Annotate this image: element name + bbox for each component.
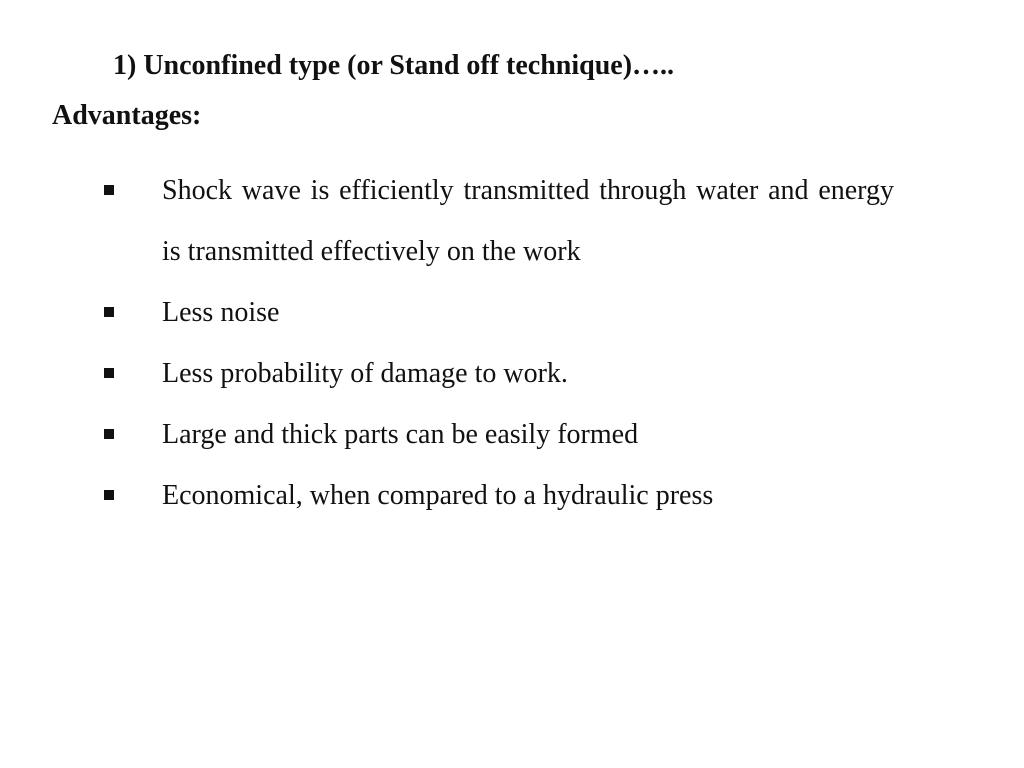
square-bullet-icon — [104, 307, 114, 317]
list-item-text: Shock wave is efficiently transmitted through water and energy is transmitted effectively on the work — [162, 175, 894, 267]
advantages-list — [104, 160, 894, 526]
square-bullet-icon — [104, 490, 114, 500]
square-bullet-icon — [104, 429, 114, 439]
list-item-text: Large and thick parts can be easily formed — [162, 419, 639, 450]
advantages-heading: Advantages: — [52, 100, 202, 131]
square-bullet-icon — [104, 368, 114, 378]
list-item — [104, 404, 894, 465]
square-bullet-icon — [104, 185, 114, 195]
list-item-text: Less probability of damage to work. — [162, 358, 568, 389]
list-item-text: Less noise — [162, 297, 280, 328]
slide-heading: 1) Unconfined type (or Stand off technique)….. — [113, 50, 675, 81]
list-item — [104, 160, 894, 282]
list-item — [104, 343, 894, 404]
list-item — [104, 282, 894, 343]
list-item — [104, 465, 894, 526]
list-item-text: Economical, when compared to a hydraulic press — [162, 480, 714, 511]
